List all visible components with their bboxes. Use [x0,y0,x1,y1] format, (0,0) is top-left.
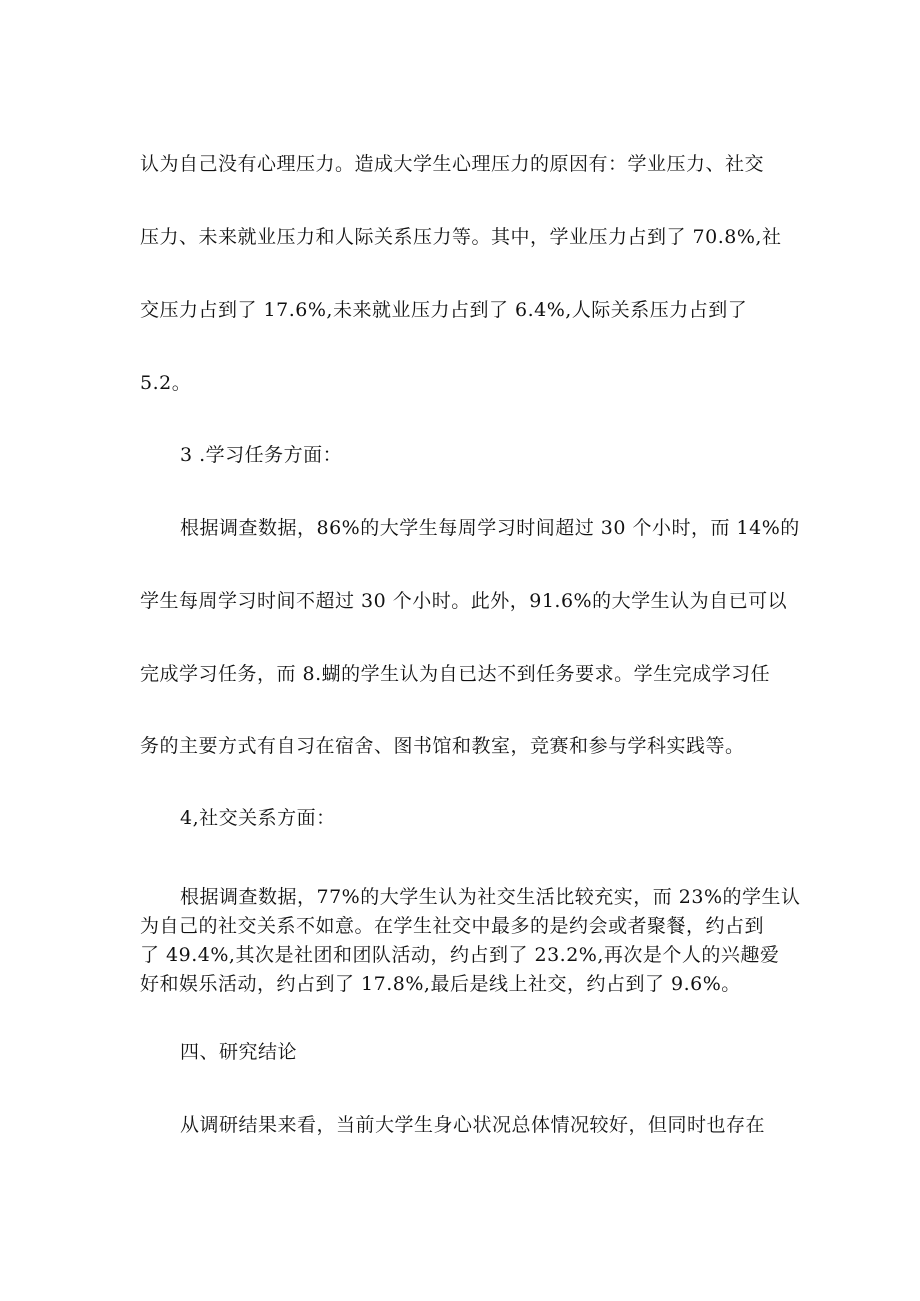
study-line-2: 学生每周学习时间不超过 30 个小时。此外，91.6%的大学生认为自已可以 [140,590,788,612]
social-paragraph [140,883,801,999]
heading-study-tasks: 3 .学习任务方面： [180,444,343,466]
study-line-1: 根据调查数据，86%的大学生每周学习时间超过 30 个小时，而 14%的 [180,517,800,539]
pressure-line-3: 交压力占到了 17.6%,未来就业压力占到了 6.4%,人际关系压力占到了 [140,299,748,321]
social-line-2: 为自己的社交关系不如意。在学生社交中最多的是约会或者聚餐，约占到 [140,915,765,937]
pressure-line-1: 认为自己没有心理压力。造成大学生心理压力的原因有：学业压力、社交 [140,153,765,175]
social-line-3: 了 49.4%,其次是社团和团队活动，约占到了 23.2%,再次是个人的兴趣爱 [140,944,780,966]
pressure-line-2: 压力、未来就业压力和人际关系压力等。其中，学业压力占到了 70.8%,社 [140,226,782,248]
social-line-4: 好和娱乐活动，约占到了 17.8%,最后是线上社交，约占到了 9.6%。 [140,973,741,995]
heading-conclusion: 四、研究结论 [180,1041,298,1063]
study-line-4: 务的主要方式有自习在宿舍、图书馆和教室，竞赛和参与学科实践等。 [140,735,745,757]
study-line-3: 完成学习任务，而 8.蝴的学生认为自已达不到任务要求。学生完成学习任 [140,663,771,685]
pressure-line-4: 5.2。 [140,372,192,394]
conclusion-line-1: 从调研结果来看，当前大学生身心状况总体情况较好，但同时也存在 [180,1114,766,1136]
heading-social-relations: 4,社交关系方面： [180,807,336,829]
social-line-1: 根据调查数据，77%的大学生认为社交生活比较充实，而 23%的学生认 [180,886,801,908]
